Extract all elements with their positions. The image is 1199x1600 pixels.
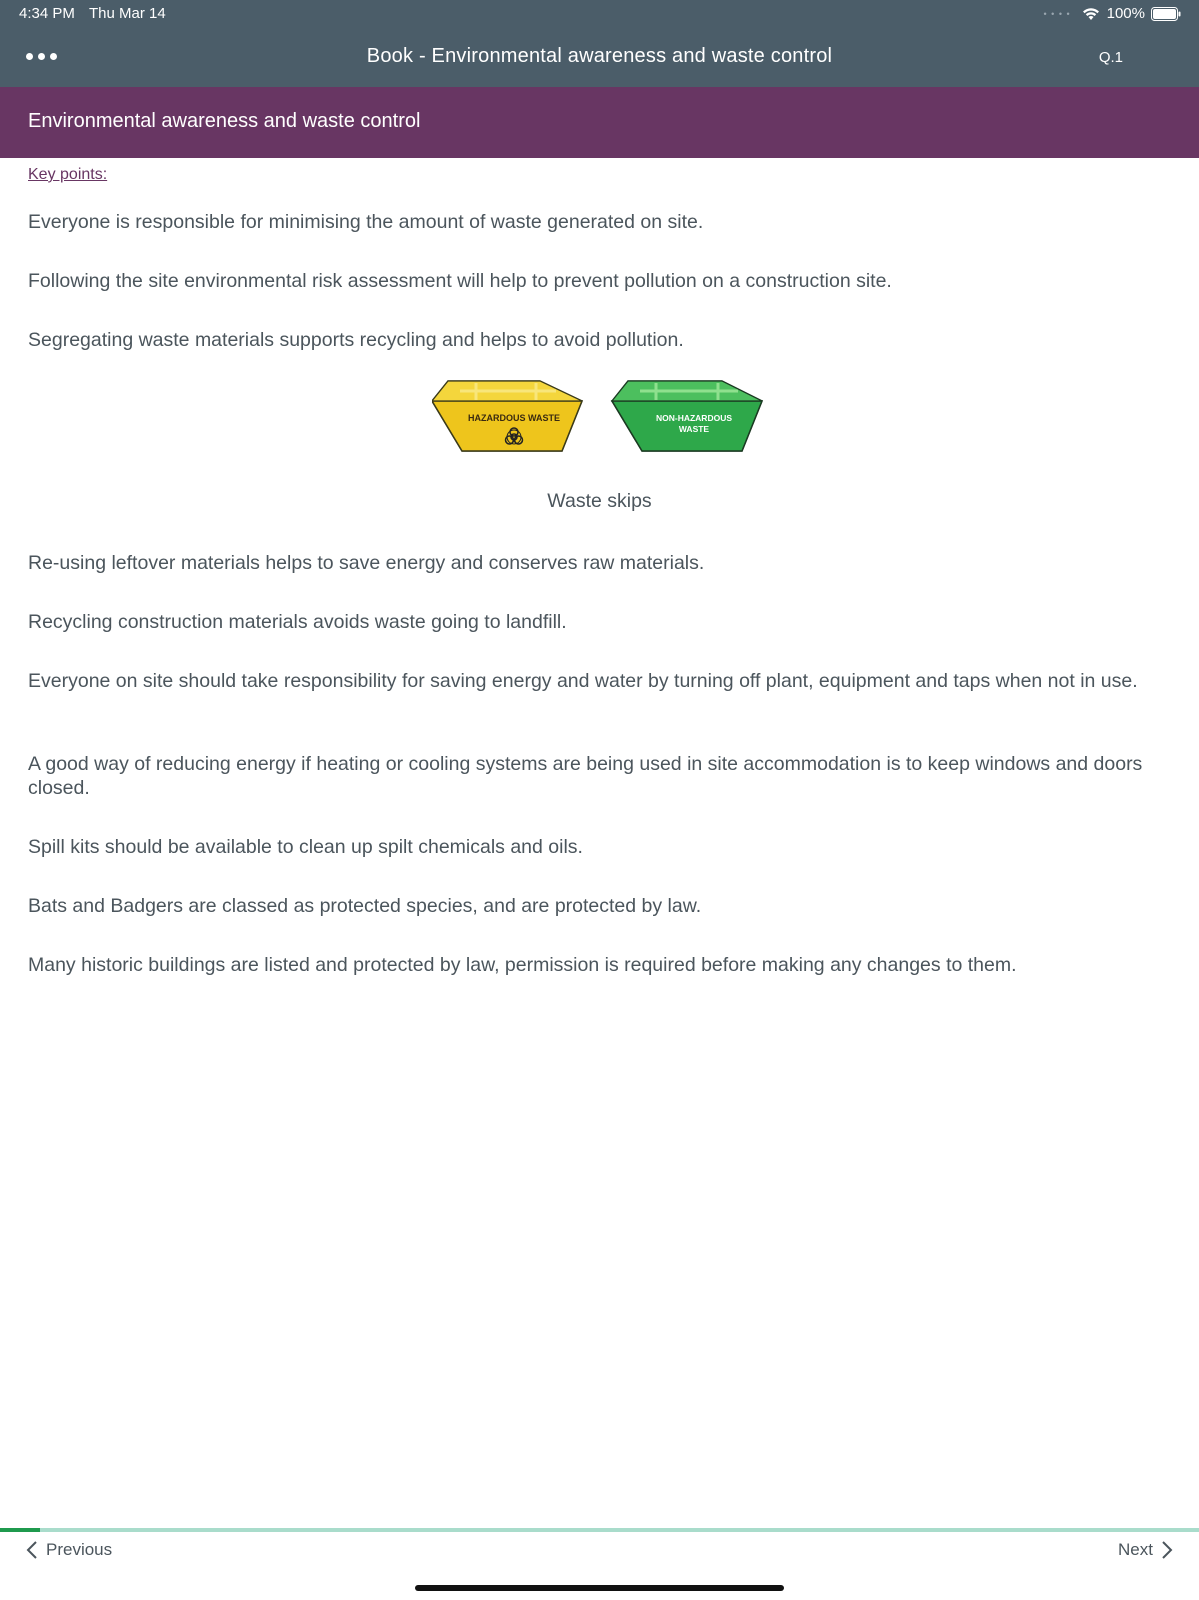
key-point-paragraph: Everyone on site should take responsibility for saving energy and water by turning off plant, equipment and taps when not in use. [28,670,1138,692]
image-caption: Waste skips [547,490,652,512]
chevron-left-icon [26,1540,38,1560]
battery-percent: 100% [1106,5,1145,22]
key-point-paragraph: Spill kits should be available to clean up spilt chemicals and oils. [28,836,583,858]
key-point-paragraph: A good way of reducing energy if heating or cooling systems are being used in site accommodation is to keep windows and doors closed. [28,753,1143,799]
section-header [0,87,1199,158]
section-title: Environmental awareness and waste control [28,110,421,132]
nav-title: Book - Environmental awareness and waste control [366,45,833,67]
key-point-paragraph: Bats and Badgers are classed as protected species, and are protected by law. [28,895,702,917]
progress-fill [0,1528,40,1532]
non-hazardous-skip [612,381,762,451]
non-hazardous-skip-label-line2: WASTE [678,424,710,434]
key-point-paragraph: Following the site environmental risk assessment will help to prevent pollution on a construction site. [28,270,892,292]
previous-button[interactable] [26,1540,112,1560]
non-hazardous-skip-label-line1: NON-HAZARDOUS [655,413,733,423]
key-point-paragraph: Re-using leftover materials helps to save energy and conserves raw materials. [28,552,705,574]
chevron-right-icon [1161,1540,1173,1560]
waste-skips-image [432,373,812,473]
hazardous-skip-label: HAZARDOUS WASTE [468,413,560,423]
home-indicator [415,1585,784,1591]
next-button[interactable] [1118,1540,1173,1560]
key-point-paragraph: Many historic buildings are listed and protected by law, permission is required before making any changes to them. [28,954,1017,976]
key-point-paragraph: Segregating waste materials supports recycling and helps to avoid pollution. [28,329,684,351]
top-navigation-bar [0,0,1199,87]
key-points-heading: Key points: [28,166,108,183]
next-label: Next [1118,1540,1153,1559]
question-number: Q.1 [1098,49,1123,66]
key-point-paragraph: Everyone is responsible for minimising the amount of waste generated on site. [28,211,704,233]
status-time: 4:34 PM [19,5,75,22]
status-date: Thu Mar 14 [89,5,166,22]
hazardous-skip [432,381,582,451]
battery-icon [1151,7,1181,21]
wifi-icon [1081,7,1101,21]
key-point-paragraph: Recycling construction materials avoids waste going to landfill. [28,611,567,633]
status-indicators [1044,5,1181,22]
previous-label: Previous [46,1540,113,1559]
progress-bar [0,1528,1199,1532]
signal-icon: • • • • [1043,8,1071,19]
